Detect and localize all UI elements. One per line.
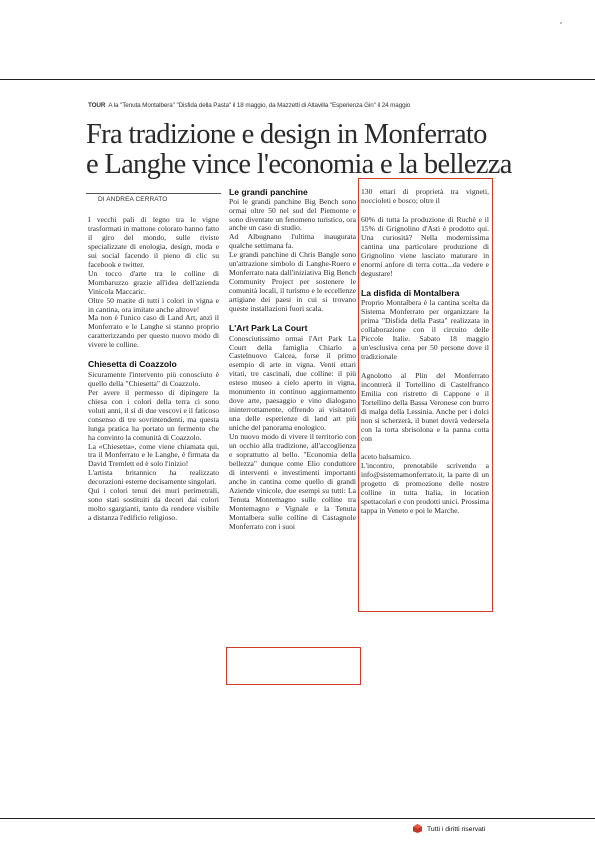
highlight-frame-col3 xyxy=(358,178,493,612)
byline-rule xyxy=(86,193,221,194)
publisher-logo-icon xyxy=(413,824,422,833)
paragraph: Ma non è l'unico caso di Land Art, anzi il Monferrato e le Langhe si stanno proprio caratterizzando per questo nuovo modo di vivere le colline. xyxy=(88,313,219,350)
scan-speck xyxy=(560,22,562,24)
headline-line-2: e Langhe vince l'economia e la bellezza xyxy=(86,149,512,180)
bottom-rule xyxy=(0,818,595,819)
byline: DI ANDREA CERRATO xyxy=(98,196,168,203)
article-column-1 xyxy=(88,216,219,523)
section-heading: La disfida di Montalbera xyxy=(361,287,460,298)
paragraph: Per avere il permesso di dipingere la chiesa con i colori della terra ci sono voluti anni, il sì di due vescovi e il faticoso consenso di tre sovrintendenti, ma questa lunga pratica ha portato un fermento che ha convinto la comunità di Coazzolo. xyxy=(88,387,219,442)
paragraph: 60% di tutta la produzione di Ruchè e il 15% di Grignolino d'Asti è prodotto qui. Una curiosità? Nella modernissima cantina una particolare produzione di Grignolino viene lasciato maturare in enormi anfore di terra cotta...da vedere e degustare! xyxy=(361,214,489,278)
tagline-label: TOUR xyxy=(88,102,106,109)
paragraph: 130 ettari di proprietà tra vigneti, noccioleti e bosco; oltre il xyxy=(361,187,489,205)
paragraph: L'incontro, prenotabile scrivendo a info@sistemamonferrato.it, la parte di un progetto di promozione delle nostre colline in tutta Italia, in location spettacolari e con prodotti unici. Prossima tappa in Veneto e poi le Marche. xyxy=(361,461,489,516)
paragraph: Agnolotto al Plin del Monferrato incontrerà il Tortellino di Castelfranco Emilia con ristretto di Cappone e il Tortellino della Bassa Veronese con burro di malga della Lessinia. Anche per i dolci non si scherzerà, il bunet dovrà vedersela con la torta sbrisolona e la panna cotta con xyxy=(361,370,489,443)
paragraph: Qui i colori tenui dei muri perimetrali, sono stati sostituiti da decori dai colori molto sgargianti, tanto da rendere visibile a distanza l'edificio religioso. xyxy=(88,486,219,523)
paragraph: I vecchi pali di legno tra le vigne trasformati in mattone colorato hanno fatto il giro del mondo, sulle riviste specializzate di enologia, design, moda e sui social facendo il pieno di clic su facebook e twitter. xyxy=(88,215,219,269)
paragraph: Poi le grandi panchine Big Bench sono ormai oltre 50 nel sud del Piemonte e sono diventate un fenomeno turistico, ora anche un caso di studio. xyxy=(229,196,356,233)
paragraph: L'artista britannico ha realizzato decorazioni esterne decisamente singolari. xyxy=(88,468,219,487)
headline xyxy=(86,120,516,180)
paragraph: La «Chiesetta», come viene chiamata qui, tra il Monferrato e le Langhe, è firmata da David Tremlett ed è solo l'inizio! xyxy=(88,441,219,469)
paragraph: Sicuramente l'intervento più conosciuto è quello della "Chiesetta" di Coazzolo. xyxy=(88,369,219,388)
section-heading: Chiesetta di Coazzolo xyxy=(88,359,177,370)
paragraph: Un nuovo modo di vivere il territorio con un occhio alla tradizione, all'accoglienza e soprattutto al bello. "Economia della bellezza" dunque come Elio conduttore di interventi e investimenti importanti anche in cantina come quello di grandi Aziende vinicole, due esempi su tutti: La Tenuta Montemagno sulle colline tra Montemagno e Vignale e la Tenuta Montalbera sulle colline di Castagnole Monferrato con i suoi xyxy=(229,432,356,531)
paragraph: Conosciutissimo ormai l'Art Park La Court della famiglia Chiarlo a Castelnuovo Calcea, forse il primo esempio di arte in vigna. Venti ettari vitati, tre cascinali, due colline: il più esteso museo a cielo aperto in vigna, monumento in continuo aggiornamento dove arte, paesaggio e vino dialogano ininterrottamente, offrendo ai visitatori una delle esperienze di land art più uniche del panorama enologico. xyxy=(229,333,356,433)
paragraph: Oltre 50 matite di tutti i colori in vigna e in cantina, ora imitate anche altrove! xyxy=(88,295,219,314)
rights-notice: Tutti i diritti riservati xyxy=(427,826,486,833)
paragraph: aceto balsamico. xyxy=(361,452,412,462)
paragraph: Un tocco d'arte tra le colline di Mombaruzzo grazie all'idea dell'azienda Vinicola Maccaric. xyxy=(88,268,219,296)
top-rule xyxy=(0,79,595,80)
section-heading: Le grandi panchine xyxy=(229,187,308,197)
highlight-frame-col2 xyxy=(226,647,361,685)
headline-line-1: Fra tradizione e design in Monferrato xyxy=(86,119,487,150)
article-column-2 xyxy=(229,188,356,532)
paragraph: Le grandi panchine di Chris Bangle sono un'attrazione simbolo di Langhe-Roero e Monferrato nata dall'iniziativa Big Bench Community Project per sostenere le comunità locali, il turismo e le eccellenze artigiane dei paesi in cui si trovano queste installazioni fuori scala. xyxy=(229,250,356,314)
paragraph: Proprio Montalbera è la cantina scelta da Sistema Monferrato per organizzare la prima "Disfida della Pasta" realizzata in collaborazione con il circuito delle Piccole Italie. Sabato 18 maggio un'esclusiva cena per 50 persone dove il tradizionale xyxy=(361,298,489,361)
section-heading: L'Art Park La Court xyxy=(229,322,308,333)
tagline xyxy=(88,102,410,109)
tagline-text: A la "Tenuta Montalbera" "Disfida della Pasta" il 18 maggio, da Mazzetti di Altavilla "Esperienza Gin" il 24 maggio xyxy=(108,102,411,109)
paragraph: Ad Albugnano l'ultima inaugurata qualche settimana fa. xyxy=(229,232,356,251)
